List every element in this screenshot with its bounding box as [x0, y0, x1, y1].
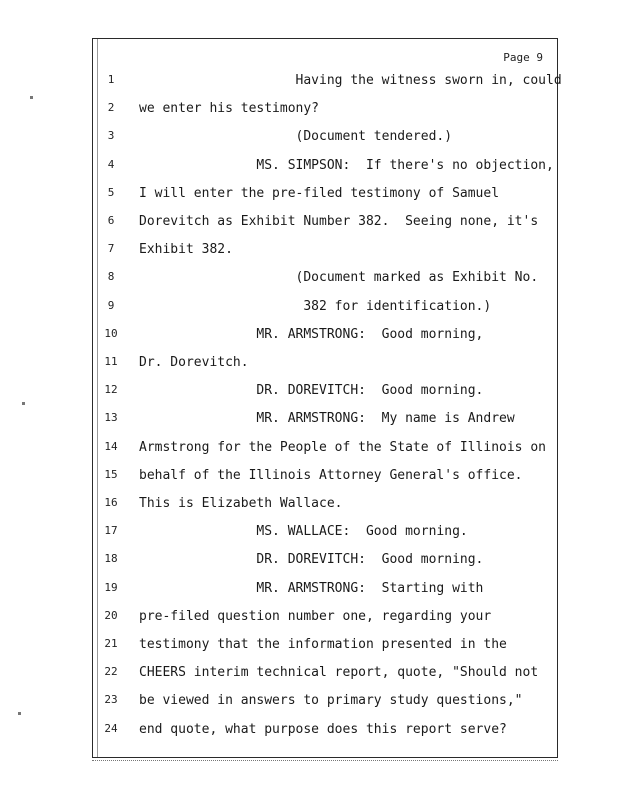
line-text: testimony that the information presented in the [139, 637, 507, 652]
line-text: behalf of the Illinois Attorney General's office. [139, 467, 523, 483]
transcript-line [93, 468, 559, 496]
transcript-line [93, 496, 559, 524]
transcript-line [93, 383, 559, 411]
transcript-line [93, 327, 559, 355]
line-number: 17 [104, 524, 118, 538]
line-number: 3 [107, 129, 115, 143]
line-number: 10 [104, 326, 118, 340]
line-text: we enter his testimony? [139, 101, 320, 117]
line-text: MR. ARMSTRONG: Starting with [139, 580, 484, 596]
line-number: 6 [107, 214, 115, 227]
line-text: This is Elizabeth Wallace. [139, 496, 343, 511]
line-text: MR. ARMSTRONG: My name is Andrew [139, 411, 515, 427]
line-number: 19 [104, 580, 118, 594]
transcript-line [93, 214, 559, 242]
line-text: MS. SIMPSON: If there's no objection, [139, 157, 554, 173]
line-text: Dr. Dorevitch. [139, 355, 249, 370]
line-number: 23 [104, 693, 118, 707]
line-text: Armstrong for the People of the State of Illinois on [139, 439, 546, 455]
line-text: I will enter the pre-filed testimony of Samuel [139, 185, 500, 201]
line-number: 15 [104, 467, 118, 481]
transcript-line [93, 101, 559, 129]
line-text: Having the witness sworn in, could [139, 73, 562, 88]
line-number: 5 [107, 185, 115, 199]
line-number: 9 [107, 298, 115, 312]
transcript-line [93, 186, 559, 214]
transcript-line [93, 552, 559, 580]
line-number: 16 [104, 496, 118, 509]
transcript-page [92, 38, 562, 758]
transcript-line [93, 637, 559, 665]
line-text: MS. WALLACE: Good morning. [139, 524, 468, 540]
line-number: 4 [107, 157, 115, 171]
transcript-line [93, 299, 559, 327]
footer-rule [92, 760, 558, 765]
line-text: 382 for identification.) [139, 298, 492, 314]
line-text: be viewed in answers to primary study questions," [139, 693, 523, 709]
line-number: 11 [104, 355, 118, 368]
line-text: DR. DOREVITCH: Good morning. [139, 552, 484, 568]
line-number: 2 [107, 101, 115, 115]
transcript-line [93, 665, 559, 693]
line-text: (Document marked as Exhibit No. [139, 270, 539, 286]
transcript-line [93, 73, 562, 101]
line-number: 12 [104, 383, 118, 397]
transcript-line [93, 242, 559, 270]
transcript-line [93, 270, 559, 298]
scan-speck [30, 96, 33, 99]
line-number: 18 [104, 552, 118, 566]
line-text: pre-filed question number one, regarding your [139, 608, 492, 624]
line-text: Exhibit 382. [139, 242, 233, 258]
transcript-line [93, 693, 559, 721]
line-number: 21 [104, 637, 118, 650]
line-number: 8 [107, 270, 115, 284]
transcript-line [93, 609, 559, 637]
line-text: Dorevitch as Exhibit Number 382. Seeing none, it's [139, 214, 539, 229]
transcript-line [93, 722, 559, 750]
line-number: 7 [107, 242, 115, 256]
transcript-line [93, 129, 559, 157]
transcript-line [93, 440, 559, 468]
transcript-line [93, 411, 559, 439]
line-number: 14 [104, 439, 118, 453]
line-number: 1 [107, 73, 115, 86]
line-text: CHEERS interim technical report, quote, "Should not [139, 665, 539, 681]
scan-speck [18, 712, 21, 715]
transcript-line [93, 158, 559, 186]
line-number: 13 [104, 411, 118, 425]
line-number: 20 [104, 608, 118, 622]
line-text: end quote, what purpose does this report serve? [139, 721, 507, 737]
transcript-line [93, 355, 559, 383]
line-number: 22 [104, 665, 118, 679]
line-text: DR. DOREVITCH: Good morning. [139, 383, 484, 399]
line-text: MR. ARMSTRONG: Good morning, [139, 326, 484, 342]
page-number: Page 9 [503, 51, 543, 64]
line-text: (Document tendered.) [139, 129, 453, 145]
transcript-line [93, 581, 559, 609]
scan-speck [22, 402, 25, 405]
transcript-line [93, 524, 559, 552]
line-number: 24 [104, 721, 118, 735]
